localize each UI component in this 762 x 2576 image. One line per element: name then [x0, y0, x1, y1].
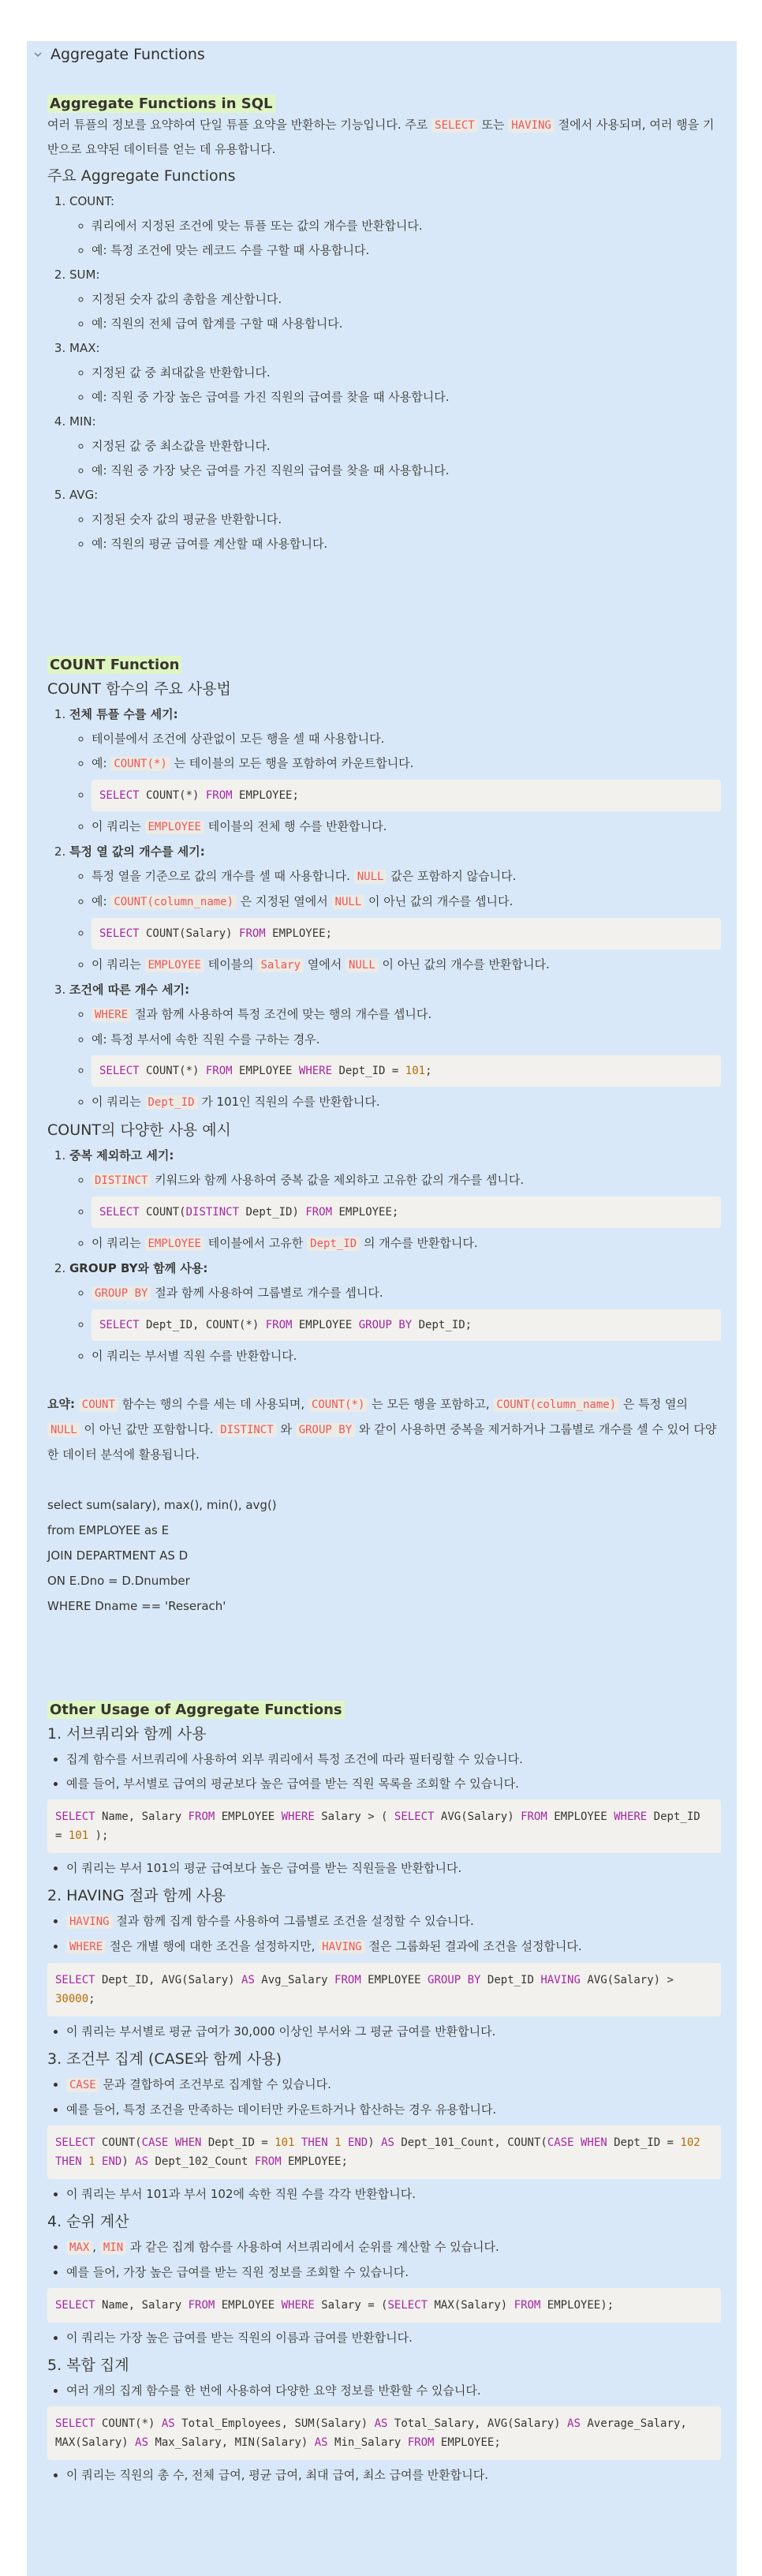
list-item: 1. 전체 튜플 수를 세기: ◦ 테이블에서 조건에 상관없이 모든 행을 셀 때 사용합니다. ◦ 예: COUNT(*) 는 테이블의 모든 행을 포함하여 카운트합니다. ◦ SELECT COUNT(*) FROM EMPLOYEE; ◦ 이 쿼리는 EMPLOYEE 테이블의 전체 행 수를 반환합니다. — [69, 702, 721, 840]
section-title-other-usage: Other Usage of Aggregate Functions — [47, 1701, 345, 1719]
list-item: 1. COUNT: ◦ 쿼리에서 지정된 조건에 맞는 튜플 또는 값의 개수를 반환합니다. ◦ 예: 특정 조건에 맞는 레코드 수를 구할 때 사용합니다. — [69, 189, 721, 263]
plain-sql-line: select sum(salary), max(), min(), avg() — [47, 1498, 277, 1512]
list-item: 3. MAX: ◦ 지정된 값 중 최대값을 반환합니다. ◦ 예: 직원 중 가장 높은 급여를 가진 직원의 급여를 찾을 때 사용합니다. — [69, 336, 721, 410]
plain-sql-line: JOIN DEPARTMENT AS D — [47, 1548, 189, 1563]
code-block[interactable]: ◦ SELECT COUNT(*) FROM EMPLOYEE; — [92, 780, 721, 811]
page-top-blank — [0, 0, 762, 41]
heading-case: 3. 조건부 집계 (CASE와 함께 사용) — [47, 2050, 282, 2068]
code-block[interactable]: SELECT Dept_ID, AVG(Salary) AS Avg_Salary FROM EMPLOYEE GROUP BY Dept_ID HAVING AVG(Salary) > 30000; — [47, 1963, 721, 2016]
plain-sql-line: ON E.Dno = D.Dnumber — [47, 1574, 190, 1588]
list-item: 3. 조건에 따른 개수 세기: ◦ WHERE 절과 함께 사용하여 특정 조건에 맞는 행의 개수를 셉니다. ◦ 예: 특정 부서에 속한 직원 수를 구하는 경우. ◦ SELECT COUNT(*) FROM EMPLOYEE WHERE Dept_ID = 101; ◦ 이 쿼리는 Dept_ID 가 101인 직원의 수를 반환합니다. — [69, 978, 721, 1115]
count-usage-list — [47, 702, 721, 1115]
plain-sql-line: from EMPLOYEE as E — [47, 1523, 170, 1537]
heading-main-functions: 주요 Aggregate Functions — [47, 167, 236, 185]
code-block[interactable]: ◦ SELECT Dept_ID, COUNT(*) FROM EMPLOYEE GROUP BY Dept_ID; — [92, 1309, 721, 1341]
heading-having: 2. HAVING 절과 함께 사용 — [47, 1887, 226, 1904]
intro-paragraph: 여러 튜플의 정보를 요약하여 단일 튜플 요약을 반환하는 기능입니다. 주로 SELECT 또는 HAVING 절에서 사용되며, 여러 행을 기반으로 요약된 데이터를 얻는 데 유용합니다. — [47, 118, 715, 156]
code-block[interactable]: ◦ SELECT COUNT(*) FROM EMPLOYEE WHERE Dept_ID = 101; — [92, 1055, 721, 1087]
chevron-down-icon[interactable] — [28, 45, 47, 64]
count-examples-list — [47, 1144, 721, 1368]
list-item: 2. 특정 열 값의 개수를 세기: ◦ 특정 열을 기준으로 값의 개수를 셀 때 사용합니다. NULL 값은 포함하지 않습니다. ◦ 예: COUNT(column_name) 은 지정된 열에서 NULL 이 아닌 값의 개수를 셉니다. ◦ SELECT COUNT(Salary) FROM EMPLOYEE; ◦ 이 쿼리는 EMPLOYEE 테이블의 Salary 열에서 NULL 이 아닌 값의 개수를 반환합니다. — [69, 840, 721, 978]
section-title-count: COUNT Function — [47, 656, 181, 674]
code-block[interactable]: ◦ SELECT COUNT(Salary) FROM EMPLOYEE; — [92, 918, 721, 949]
code-block[interactable]: SELECT Name, Salary FROM EMPLOYEE WHERE Salary > ( SELECT AVG(Salary) FROM EMPLOYEE WHERE Dept_ID = 101 ); — [47, 1799, 721, 1853]
toggle-title: Aggregate Functions — [50, 46, 205, 63]
aggregate-function-list — [47, 189, 721, 556]
code-block[interactable]: SELECT Name, Salary FROM EMPLOYEE WHERE Salary = (SELECT MAX(Salary) FROM EMPLOYEE); — [47, 2288, 721, 2323]
heading-ranking: 4. 순위 계산 — [47, 2213, 129, 2230]
toggle-header[interactable] — [27, 41, 737, 68]
aggregate-toggle-block: Aggregate Functions Aggregate Functions in SQL 여러 튜플의 정보를 요약하여 단일 튜플 요약을 반환하는 기능입니다. 주로 SELECT 또는 HAVING 절에서 사용되며, 여러 행을 기반으로 요약된 데이터를 얻는 데 유용합니다. 주요 Aggregate Functions 1. COUNT: ◦ 쿼리에서 지정된 조건에 맞는 튜플 또는 값의 개수를 반환합니다. ◦ 예: 특정 조건에 맞는 레코드 수를 구할 때 사용합니다. 2. SUM: ◦ 지정된 숫자 값의 총합을 계산합니다. ◦ 예: 직원의 전체 급여 합계를 구할 때 사용합니다. 3. MAX: ◦ 지정된 값 중 최대값을 반환합니다. ◦ 예: 직원 중 가장 높은 급여를 가진 직원의 급여를 찾을 때 사용합니다. 4. MIN: ◦ 지정된 값 중 최소값을 반환합니다. ◦ 예: 직원 중 가장 낮은 급여를 가진 직원의 급여를 찾을 때 사용합니다. 5. AVG: ◦ 지정된 숫자 값의 평균을 반환합니다. ◦ 예: 직원의 평균 급여를 계산할 때 사용합니다. COUNT Function COUNT 함수의 주요 사용법 1. 전체 튜플 수를 세기: ◦ 테이블에서 조건에 상관없이 모든 행을 셀 때 사용합니다. ◦ 예: COUNT(*) 는 테이블의 모든 행을 포함하여 카운트합니다. ◦ SELECT COUNT(*) FROM EMPLOYEE; ◦ 이 쿼리는 EMPLOYEE 테이블의 전체 행 수를 반환합니다. 2. 특정 열 값의 개수를 세기: ◦ 특정 열을 기준으로 값의 개수를 셀 때 사용합니다. NULL 값은 포함하지 않습니다. ◦ 예: COUNT(column_name) 은 지정된 열에서 NULL 이 아닌 값의 개수를 셉니다. ◦ SELECT COUNT(Salary) FROM EMPLOYEE; ◦ 이 쿼리는 EMPLOYEE 테이블의 Salary 열에서 NULL 이 아닌 값의 개수를 반환합니다. 3. 조건에 따른 개수 세기: ◦ WHERE 절과 함께 사용하여 특정 조건에 맞는 행의 개수를 셉니다. ◦ 예: 특정 부서에 속한 직원 수를 구하는 경우. ◦ SELECT COUNT(*) FROM EMPLOYEE WHERE Dept_ID = 101; ◦ 이 쿼리는 Dept_ID 가 101인 직원의 수를 반환합니다. COUNT의 다양한 사용 예시 1. 중복 제외하고 세기: ◦ DISTINCT 키워드와 함께 사용하여 중복 값을 제외하고 고유한 값의 개수를 셉니다. ◦ SELECT COUNT(DISTINCT Dept_ID) FROM EMPLOYEE; ◦ 이 쿼리는 EMPLOYEE 테이블에서 고유한 Dept_ID 의 개수를 반환합니다. 2. GROUP BY와 함께 사용: ◦ GROUP BY 절과 함께 사용하여 그룹별로 개수를 셉니다. ◦ SELECT Dept_ID, COUNT(*) FROM EMPLOYEE GROUP BY Dept_ID; ◦ 이 쿼리는 부서별 직원 수를 반환합니다. 요약: COUNT 함수는 행의 수를 세는 데 사용되며, COUNT(*) 는 모든 행을 포함하고, COUNT(column_name) 은 특정 열의 NULL 이 아닌 값만 포함합니다. DISTINCT 와 GROUP BY 와 같이 사용하면 중복을 제거하거나 그룹별로 개수를 셀 수 있어 다양한 데이터 분석에 활용됩니다. select sum(salary), max(), min(), avg() from EMPLOYEE as E JOIN DEPARTMENT AS D ON E.Dno = D.Dnumber WHERE Dname == 'Reserach' Other Usage of Aggregate Functions 1. 서브쿼리와 함께 사용 • 집계 함수를 서브쿼리에 사용하여 외부 쿼리에서 특정 조건에 따라 필터링할 수 있습니다. • 예를 들어, 부서별로 급여의 평균보다 높은 급여를 받는 직원 목록을 조회할 수 있습니다. SELECT Name, Salary FROM EMPLOYEE WHERE Salary > ( SELECT AVG(Salary) FROM EMPLOYEE WHERE Dept_ID = 101 ); • 이 쿼리는 부서 101의 평균 급여보다 높은 급여를 받는 직원들을 반환합니다. 2. HAVING 절과 함께 사용 • HAVING 절과 함께 집계 함수를 사용하여 그룹별로 조건을 설정할 수 있습니다. • WHERE 절은 개별 행에 대한 조건을 설정하지만, HAVING 절은 그룹화된 결과에 조건을 설정합니다. SELECT Dept_ID, AVG(Salary) AS Avg_Salary FROM EMPLOYEE GROUP BY Dept_ID HAVING AVG(Salary) > 30000; • 이 쿼리는 부서별로 평균 급여가 30,000 이상인 부서와 그 평균 급여를 반환합니다. 3. 조건부 집계 (CASE와 함께 사용) • CASE 문과 결합하여 조건부로 집계할 수 있습니다. • 예를 들어, 특정 조건을 만족하는 데이터만 카운트하거나 합산하는 경우 유용합니다. SELECT COUNT(CASE WHEN Dept_ID = 101 THEN 1 END) AS Dept_101_Count, COUNT(CASE WHEN Dept_ID = 102 THEN 1 END) AS Dept_102_Count FROM EMPLOYEE; • 이 쿼리는 부서 101과 부서 102에 속한 직원 수를 각각 반환합니다. 4. 순위 계산 • MAX , MIN 과 같은 집계 함수를 사용하여 서브쿼리에서 순위를 계산할 수 있습니다. • 예를 들어, 가장 높은 급여를 받는 직원 정보를 조회할 수 있습니다. SELECT Name, Salary FROM EMPLOYEE WHERE Salary = (SELECT MAX(Salary) FROM EMPLOYEE); • 이 쿼리는 가장 높은 급여를 받는 직원의 이름과 급여를 반환합니다. 5. 복합 집계 • 여러 개의 집계 함수를 한 번에 사용하여 다양한 요약 정보를 반환할 수 있습니다. SELECT COUNT(*) AS Total_Employees, SUM(Salary) AS Total_Salary, AVG(Salary) AS Average_Salary, MAX(Salary) AS Max_Salary, MIN(Salary) AS Min_Salary FROM EMPLOYEE; • 이 쿼리는 직원의 총 수, 전체 급여, 평균 급여, 최대 급여, 최소 급여를 반환합니다. — [27, 41, 737, 2576]
code-block[interactable]: SELECT COUNT(*) AS Total_Employees, SUM(Salary) AS Total_Salary, AVG(Salary) AS Average_Salary, MAX(Salary) AS Max_Salary, MIN(Salary) AS Min_Salary FROM EMPLOYEE; — [47, 2406, 721, 2460]
list-item: 2. GROUP BY와 함께 사용: ◦ GROUP BY 절과 함께 사용하여 그룹별로 개수를 셉니다. ◦ SELECT Dept_ID, COUNT(*) FROM EMPLOYEE GROUP BY Dept_ID; ◦ 이 쿼리는 부서별 직원 수를 반환합니다. — [69, 1256, 721, 1368]
code-block[interactable]: SELECT COUNT(CASE WHEN Dept_ID = 101 THEN 1 END) AS Dept_101_Count, COUNT(CASE WHEN Dept_ID = 102 THEN 1 END) AS Dept_102_Count FROM EMPLOYEE; — [47, 2125, 721, 2179]
plain-sql-line: WHERE Dname == 'Reserach' — [47, 1599, 226, 1613]
list-item: 1. 중복 제외하고 세기: ◦ DISTINCT 키워드와 함께 사용하여 중복 값을 제외하고 고유한 값의 개수를 셉니다. ◦ SELECT COUNT(DISTINCT Dept_ID) FROM EMPLOYEE; ◦ 이 쿼리는 EMPLOYEE 테이블에서 고유한 Dept_ID 의 개수를 반환합니다. — [69, 1144, 721, 1256]
heading-count-examples: COUNT의 다양한 사용 예시 — [47, 1121, 231, 1139]
list-item: 5. AVG: ◦ 지정된 숫자 값의 평균을 반환합니다. ◦ 예: 직원의 평균 급여를 계산할 때 사용합니다. — [69, 483, 721, 556]
list-item: 4. MIN: ◦ 지정된 값 중 최소값을 반환합니다. ◦ 예: 직원 중 가장 낮은 급여를 가진 직원의 급여를 찾을 때 사용합니다. — [69, 410, 721, 483]
section-title-aggregate: Aggregate Functions in SQL — [47, 95, 275, 113]
code-block[interactable]: ◦ SELECT COUNT(DISTINCT Dept_ID) FROM EMPLOYEE; — [92, 1196, 721, 1228]
list-item: 2. SUM: ◦ 지정된 숫자 값의 총합을 계산합니다. ◦ 예: 직원의 전체 급여 합계를 구할 때 사용합니다. — [69, 263, 721, 336]
heading-subquery: 1. 서브쿼리와 함께 사용 — [47, 1725, 207, 1743]
summary-paragraph: 요약: COUNT 함수는 행의 수를 세는 데 사용되며, COUNT(*) 는 모든 행을 포함하고, COUNT(column_name) 은 특정 열의 NULL 이 아닌 값만 포함합니다. DISTINCT 와 GROUP BY 와 같이 사용하면 중복을 제거하거나 그룹별로 개수를 셀 수 있어 다양한 데이터 분석에 활용됩니다. — [47, 1397, 717, 1462]
heading-count-usage: COUNT 함수의 주요 사용법 — [47, 680, 231, 698]
heading-composite: 5. 복합 집계 — [47, 2357, 129, 2374]
